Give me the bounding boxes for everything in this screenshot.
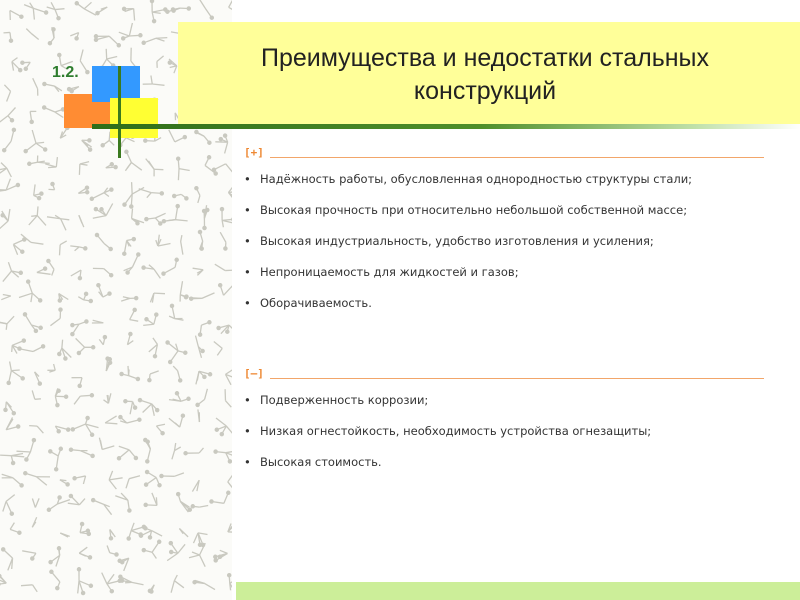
- bullet-icon: •: [244, 424, 251, 438]
- list-item: [244, 393, 764, 407]
- green-horizontal-line: [92, 124, 800, 129]
- bullet-icon: •: [244, 393, 251, 407]
- list-item-text: Подверженность коррозии;: [260, 393, 429, 407]
- disadvantages-rule: [270, 378, 764, 379]
- list-item-text: Непроницаемость для жидкостей и газов;: [260, 265, 519, 279]
- bullet-icon: •: [244, 234, 251, 248]
- bullet-icon: •: [244, 172, 251, 186]
- advantages-header: [244, 146, 764, 160]
- disadvantages-marker: [–]: [244, 367, 264, 380]
- content-area: [244, 146, 764, 486]
- page-title: [210, 42, 760, 108]
- list-item: [244, 172, 764, 186]
- title-line-1: Преимущества и недостатки стальных: [260, 44, 710, 72]
- advantages-marker: [+]: [244, 146, 264, 159]
- bullet-icon: •: [244, 265, 251, 279]
- bullet-icon: •: [244, 296, 251, 310]
- blue-square: [92, 66, 140, 102]
- list-item-text: Надёжность работы, обусловленная однородностью структуры стали;: [260, 172, 693, 186]
- list-item-text: Оборачиваемость.: [260, 296, 372, 310]
- list-item: [244, 203, 764, 217]
- list-item-text: Высокая стоимость.: [260, 455, 382, 469]
- list-item: [244, 265, 764, 279]
- disadvantages-list: [244, 393, 764, 469]
- bullet-icon: •: [244, 203, 251, 217]
- disadvantages-header: [244, 367, 764, 381]
- advantages-list: [244, 172, 764, 310]
- green-vertical-line: [118, 66, 121, 158]
- title-line-2: конструкций: [413, 77, 557, 105]
- list-item: [244, 234, 764, 248]
- list-item-text: Низкая огнестойкость, необходимость устройства огнезащиты;: [260, 424, 652, 438]
- list-item-text: Высокая индустриальность, удобство изготовления и усиления;: [260, 234, 654, 248]
- list-item: [244, 455, 764, 469]
- bullet-icon: •: [244, 455, 251, 469]
- list-item: [244, 424, 764, 438]
- bottom-bar: [236, 582, 800, 600]
- advantages-rule: [270, 157, 764, 158]
- list-item-text: Высокая прочность при относительно небольшой собственной массе;: [260, 203, 688, 217]
- slide-number: 1.2.: [52, 64, 79, 81]
- list-item: [244, 296, 764, 310]
